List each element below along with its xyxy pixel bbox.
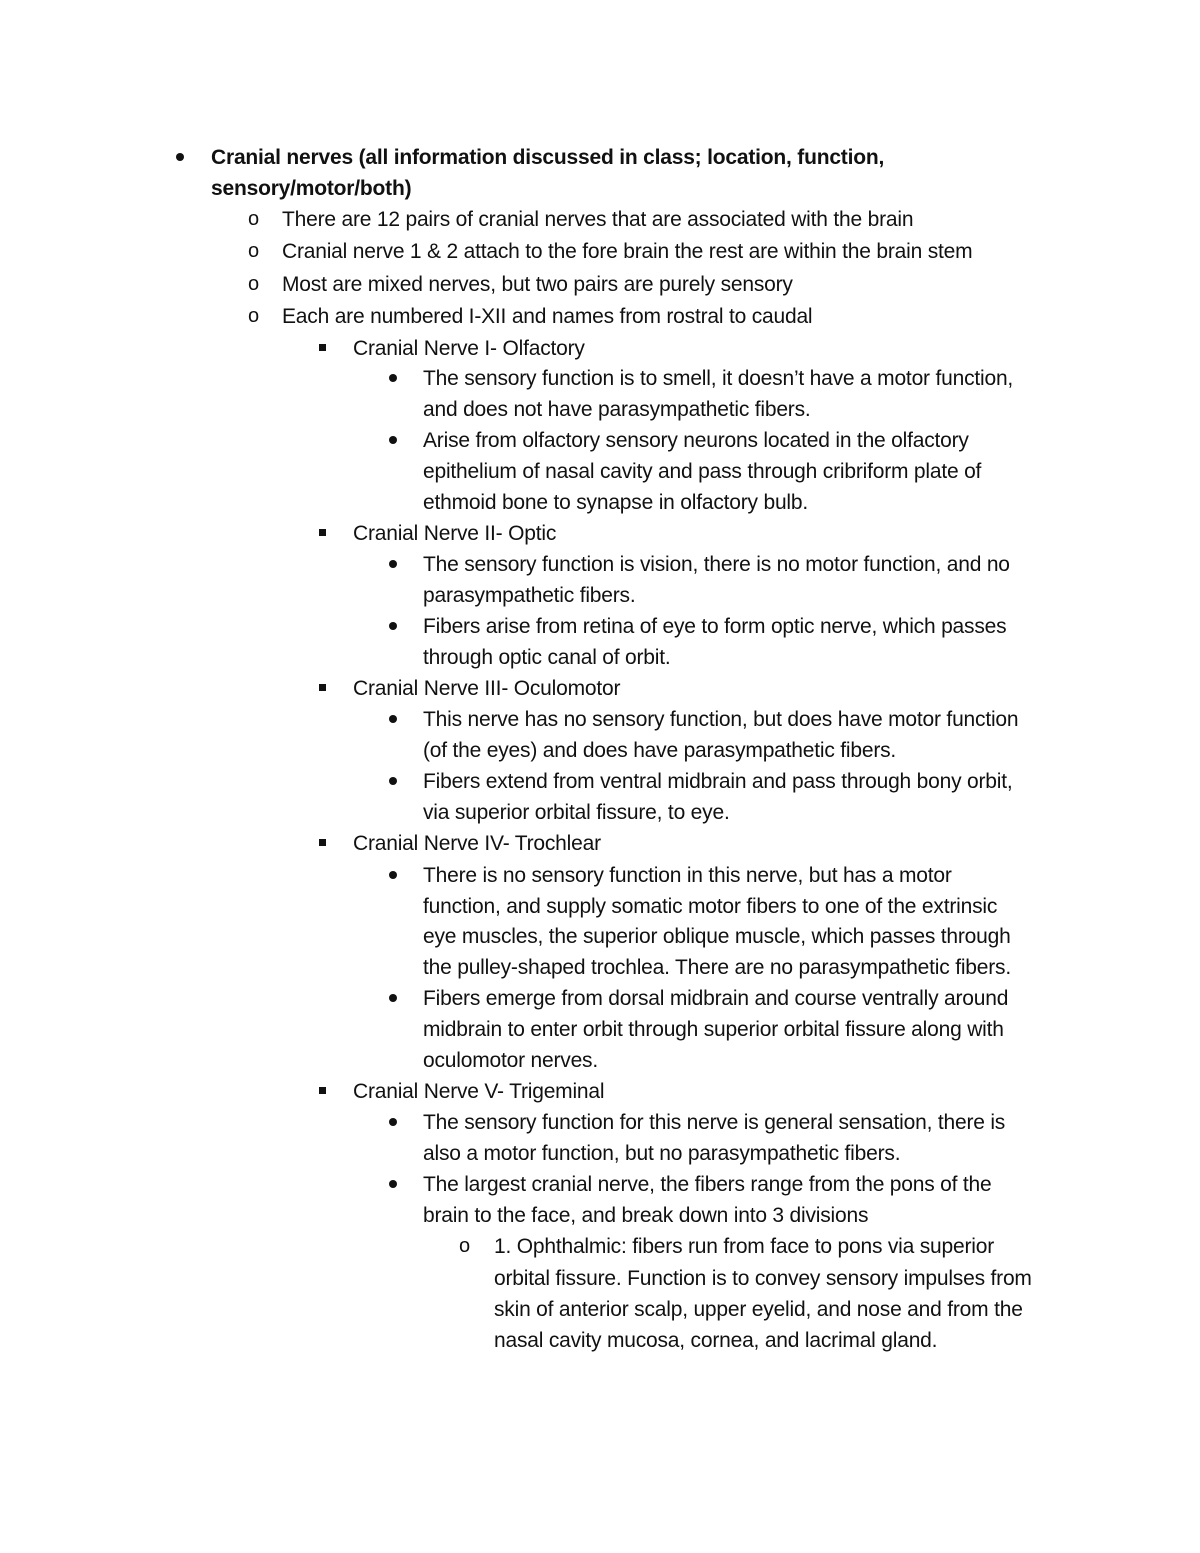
- nerve-detail-line: parasympathetic fibers.: [423, 584, 636, 607]
- nerve-detail-line: the pulley-shaped trochlea. There are no parasympathetic fibers.: [423, 956, 1011, 979]
- nerve-title: Cranial Nerve V- Trigeminal: [353, 1080, 605, 1103]
- nerve-title: Cranial Nerve III- Oculomotor: [353, 677, 621, 700]
- point-item: Each are numbered I-XII and names from rostral to caudal: [282, 305, 813, 328]
- nerve-detail-line: The sensory function for this nerve is general sensation, there is: [423, 1111, 1006, 1134]
- nerve-detail-line: Fibers arise from retina of eye to form optic nerve, which passes: [423, 615, 1007, 638]
- nerve-detail-line: also a motor function, but no parasympathetic fibers.: [423, 1142, 901, 1165]
- heading-line-2: sensory/motor/both): [211, 177, 412, 200]
- nerve-detail-line: The sensory function is to smell, it doesn’t have a motor function,: [423, 367, 1014, 390]
- nerve-detail-line: (of the eyes) and does have parasympathetic fibers.: [423, 739, 897, 762]
- nerve-title: Cranial Nerve I- Olfactory: [353, 337, 585, 360]
- division-line: 1. Ophthalmic: fibers run from face to pons via superior: [494, 1235, 995, 1258]
- point-item: There are 12 pairs of cranial nerves that are associated with the brain: [282, 208, 914, 231]
- nerve-detail-line: ethmoid bone to synapse in olfactory bulb.: [423, 491, 809, 514]
- bullet-dot-icon: [176, 153, 184, 161]
- division-line: orbital fissure. Function is to convey sensory impulses from: [494, 1267, 1032, 1290]
- square-bullet-icon: [319, 684, 326, 691]
- nerve-title: Cranial Nerve II- Optic: [353, 522, 557, 545]
- square-bullet-icon: [319, 839, 326, 846]
- nerve-detail-line: The largest cranial nerve, the fibers range from the pons of the: [423, 1173, 992, 1196]
- nerve-detail-line: via superior orbital fissure, to eye.: [423, 801, 730, 824]
- hollow-bullet-icon: o: [248, 305, 260, 327]
- bullet-dot-icon: [389, 1180, 397, 1188]
- division-line: nasal cavity mucosa, cornea, and lacrimal gland.: [494, 1329, 938, 1352]
- nerve-detail-line: brain to the face, and break down into 3 divisions: [423, 1204, 869, 1227]
- nerve-detail-line: Fibers emerge from dorsal midbrain and course ventrally around: [423, 987, 1009, 1010]
- point-item: Most are mixed nerves, but two pairs are purely sensory: [282, 273, 793, 296]
- nerve-title: Cranial Nerve IV- Trochlear: [353, 832, 601, 855]
- square-bullet-icon: [319, 529, 326, 536]
- nerve-detail-line: oculomotor nerves.: [423, 1049, 598, 1072]
- division-line: skin of anterior scalp, upper eyelid, and nose and from the: [494, 1298, 1023, 1321]
- square-bullet-icon: [319, 344, 326, 351]
- hollow-bullet-icon: o: [248, 240, 260, 262]
- bullet-dot-icon: [389, 715, 397, 723]
- bullet-dot-icon: [389, 871, 397, 879]
- point-item: Cranial nerve 1 & 2 attach to the fore brain the rest are within the brain stem: [282, 240, 973, 263]
- hollow-bullet-icon: o: [459, 1235, 471, 1257]
- nerve-detail-line: This nerve has no sensory function, but does have motor function: [423, 708, 1019, 731]
- bullet-dot-icon: [389, 622, 397, 630]
- nerve-detail-line: Fibers extend from ventral midbrain and pass through bony orbit,: [423, 770, 1013, 793]
- bullet-dot-icon: [389, 374, 397, 382]
- nerve-detail-line: epithelium of nasal cavity and pass through cribriform plate of: [423, 460, 982, 483]
- nerve-detail-line: There is no sensory function in this nerve, but has a motor: [423, 864, 952, 887]
- bullet-dot-icon: [389, 1118, 397, 1126]
- nerve-detail-line: The sensory function is vision, there is no motor function, and no: [423, 553, 1010, 576]
- hollow-bullet-icon: o: [248, 208, 260, 230]
- nerve-detail-line: through optic canal of orbit.: [423, 646, 671, 669]
- nerve-detail-line: function, and supply somatic motor fibers to one of the extrinsic: [423, 895, 998, 918]
- bullet-dot-icon: [389, 994, 397, 1002]
- nerve-detail-line: Arise from olfactory sensory neurons located in the olfactory: [423, 429, 969, 452]
- nerve-detail-line: and does not have parasympathetic fibers.: [423, 398, 811, 421]
- nerve-detail-line: midbrain to enter orbit through superior orbital fissure along with: [423, 1018, 1004, 1041]
- square-bullet-icon: [319, 1087, 326, 1094]
- hollow-bullet-icon: o: [248, 273, 260, 295]
- bullet-dot-icon: [389, 560, 397, 568]
- bullet-dot-icon: [389, 436, 397, 444]
- nerve-detail-line: eye muscles, the superior oblique muscle, which passes through: [423, 925, 1011, 948]
- bullet-dot-icon: [389, 777, 397, 785]
- heading-line-1: Cranial nerves (all information discussed in class; location, function,: [211, 146, 885, 169]
